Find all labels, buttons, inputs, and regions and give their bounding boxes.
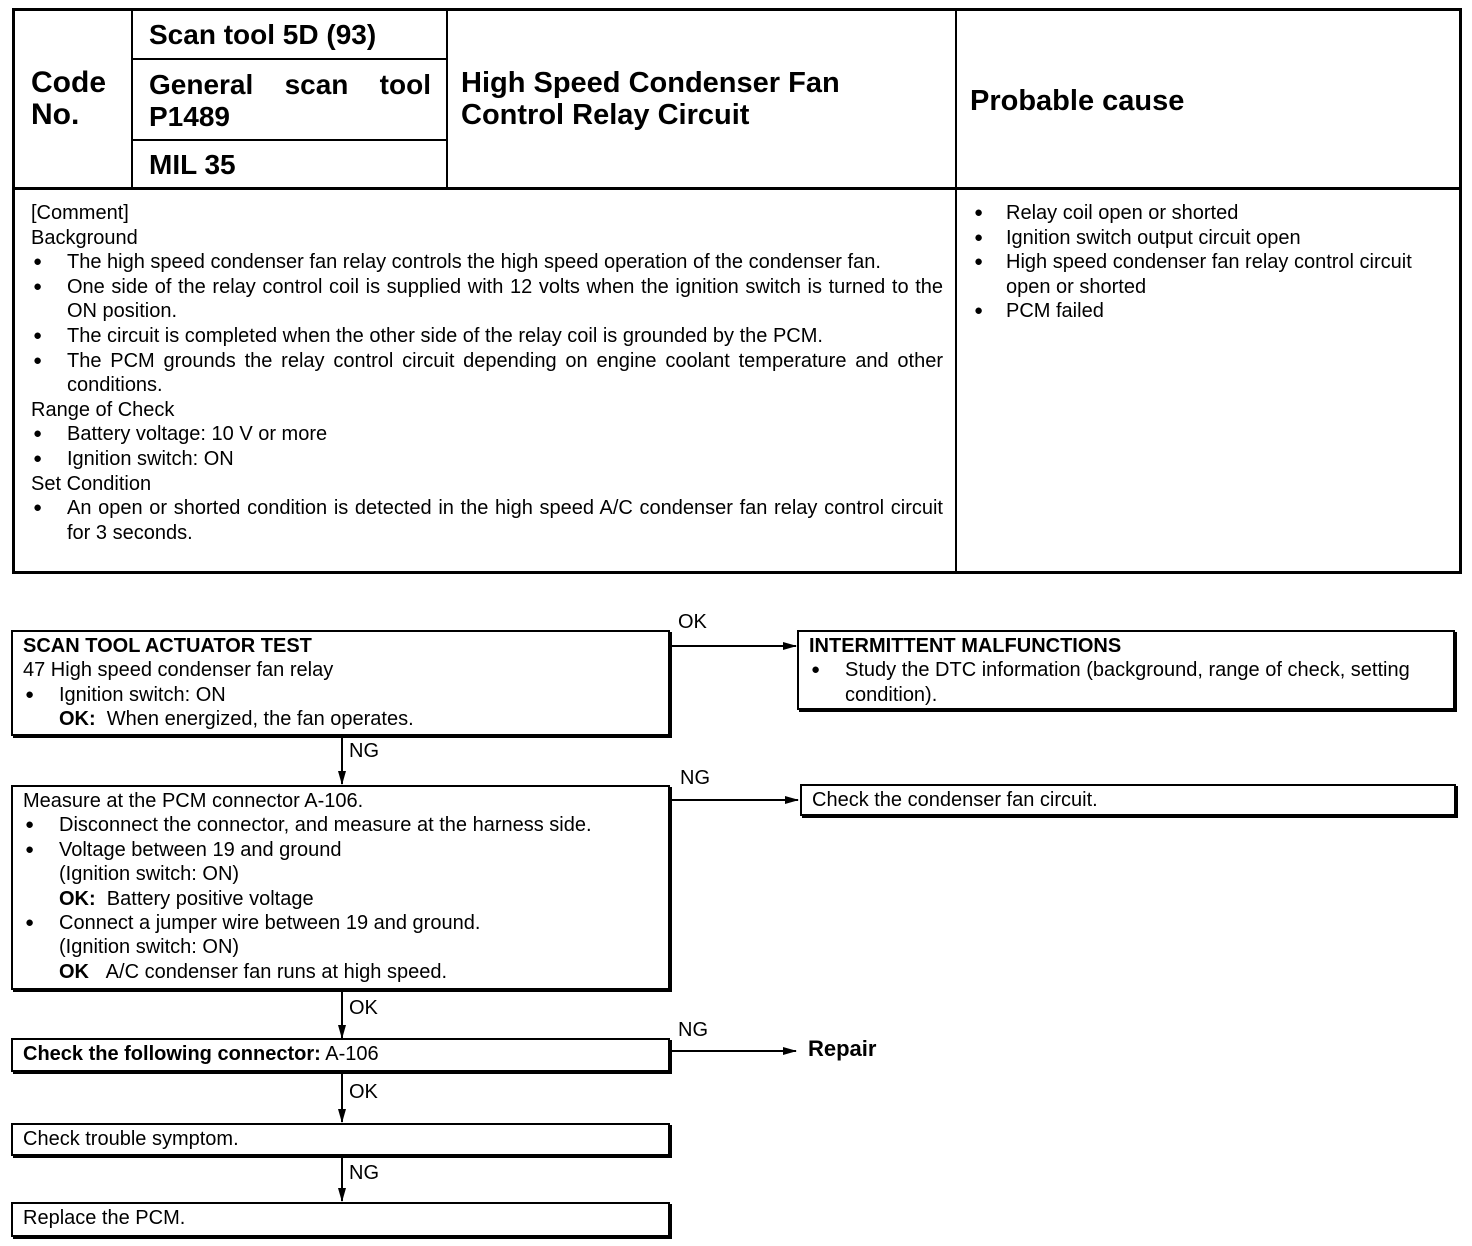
repair-label: Repair (808, 1036, 877, 1061)
ng-label: NG (349, 740, 379, 762)
list-item: ● Ignition switch: ON (23, 683, 658, 707)
ng-label: NG (680, 767, 710, 789)
step-pcm-measure-box: Measure at the PCM connector A-106. ● Disconnect the connector, and measure at the harness side. ● Voltage between 19 and ground (Ignition switch: ON) OK: Battery positive voltage ● Connect a jumper wire between 19 and ground. (Ignition switch: ON) OK A/C condenser fan runs at high speed. (11, 785, 670, 990)
list-item: ● An open or shorted condition is detected in the high speed A/C condenser fan relay control circuit for 3 seconds. (31, 496, 943, 545)
ok-label: OK (349, 1081, 378, 1103)
list-item: ● Study the DTC information (background, range of check, setting condition). (809, 658, 1443, 707)
background-heading: Background (31, 226, 138, 249)
mil-code: MIL 35 (149, 149, 236, 180)
check-condenser-circuit-box: Check the condenser fan circuit. (800, 784, 1456, 816)
step-check-connector-box: Check the following connector: A-106 (11, 1038, 670, 1072)
list-item: ● Relay coil open or shorted (970, 201, 1454, 226)
intermittent-malfunctions-box (797, 630, 1455, 710)
ok-label: OK (678, 611, 707, 633)
ok-label: OK (349, 997, 378, 1019)
step-title: INTERMITTENT MALFUNCTIONS (809, 635, 1122, 657)
list-item: ● Disconnect the connector, and measure at the harness side. (23, 813, 658, 837)
step-replace-pcm-box: Replace the PCM. (11, 1202, 670, 1237)
general-scan-tool-code: General scan tool P1489 (149, 69, 431, 132)
dtc-title: High Speed Condenser Fan Control Relay Circuit (461, 67, 840, 131)
list-item: ● The PCM grounds the relay control circuit depending on engine coolant temperature and other conditions. (31, 349, 943, 398)
list-item: ● Ignition switch output circuit open (970, 226, 1454, 251)
list-item: ● High speed condenser fan relay control circuit open or shorted (970, 250, 1454, 299)
step-actuator-test-box: SCAN TOOL ACTUATOR TEST 47 High speed condenser fan relay ● Ignition switch: ON OK: When energized, the fan operates. (11, 630, 670, 736)
list-item: ● PCM failed (970, 299, 1454, 324)
comment-label: [Comment] (31, 202, 129, 224)
range-heading: Range of Check (31, 398, 175, 421)
ng-label: NG (678, 1019, 708, 1041)
code-no-heading: Code No. (31, 66, 106, 131)
step-title: SCAN TOOL ACTUATOR TEST (23, 635, 312, 657)
list-item: ● Voltage between 19 and ground (23, 838, 658, 862)
list-item: ● The circuit is completed when the other side of the relay coil is grounded by the PCM. (31, 324, 943, 349)
list-item: ● Battery voltage: 10 V or more (31, 422, 943, 447)
step-trouble-symptom-box: Check trouble symptom. (11, 1123, 670, 1156)
list-item: ● Connect a jumper wire between 19 and ground. (23, 911, 658, 935)
list-item: ● One side of the relay control coil is supplied with 12 volts when the ignition switch is turned to the ON position. (31, 275, 943, 324)
scan-tool-5d-code: Scan tool 5D (93) (149, 19, 377, 50)
probable-cause-heading: Probable cause (970, 85, 1185, 117)
list-item: ● Ignition switch: ON (31, 447, 943, 472)
set-condition-heading: Set Condition (31, 472, 152, 495)
list-item: ● The high speed condenser fan relay controls the high speed operation of the condenser fan. (31, 250, 943, 275)
ng-label: NG (349, 1162, 379, 1184)
